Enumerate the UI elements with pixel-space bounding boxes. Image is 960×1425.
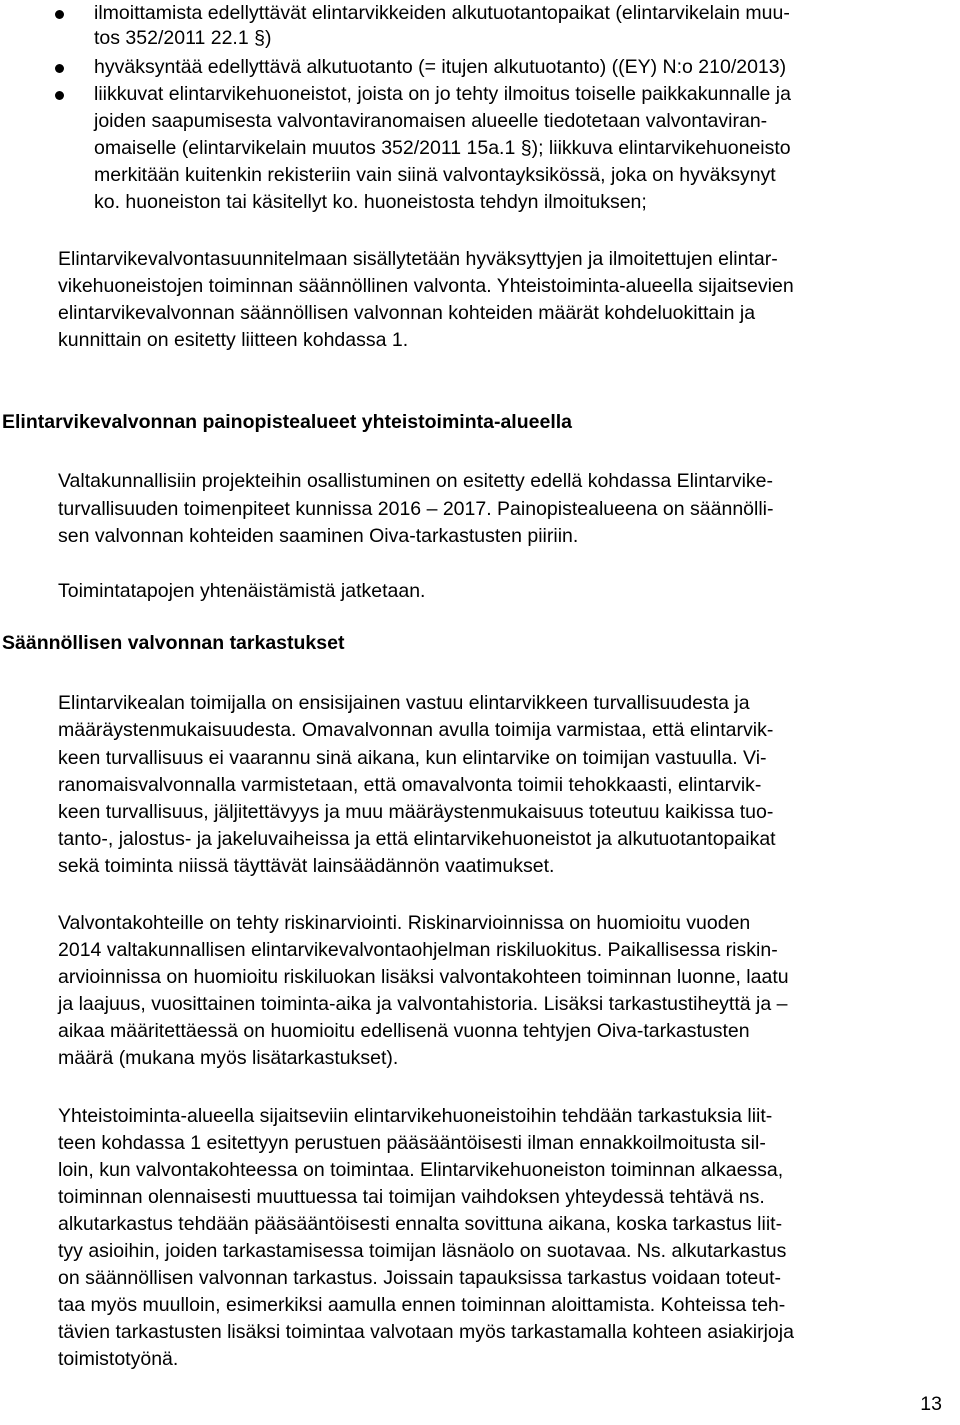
- text-line: sekä toiminta niissä täyttävät lainsäädännön vaatimukset.: [58, 855, 555, 877]
- bullet-icon: [55, 10, 64, 19]
- text-line: ja laajuus, vuosittainen toiminta-aika ja valvontahistoria. Lisäksi tarkastustiheyttä ja –: [58, 993, 788, 1015]
- text-line: loin, kun valvontakohteessa on toimintaa. Elintarvikehuoneiston toiminnan alkaessa,: [58, 1159, 784, 1181]
- text-line: on säännöllisen valvonnan tarkastus. Joissain tapauksissa tarkastus voidaan toteut-: [58, 1267, 782, 1289]
- section-heading: Elintarvikevalvonnan painopistealueet yhteistoiminta-alueella: [2, 411, 573, 433]
- page-number: 13: [920, 1393, 942, 1415]
- text-line: joiden saapumisesta valvontaviranomaisen alueelle tiedotetaan valvontaviran-: [94, 110, 768, 132]
- text-line: Valtakunnallisiin projekteihin osallistuminen on esitetty edellä kohdassa Elintarvike-: [58, 470, 774, 492]
- bullet-icon: [55, 91, 64, 100]
- bullet-icon: [55, 64, 64, 73]
- text-line: ranomaisvalvonnalla varmistetaan, että omavalvonta toimii tehokkaasti, elintarvik-: [58, 774, 762, 796]
- text-line: tyy asioihin, joiden tarkastamisessa toimijan läsnäolo on suotavaa. Ns. alkutarkastus: [58, 1240, 787, 1262]
- text-line: taa myös muulloin, esimerkiksi aamulla ennen toiminnan aloittamista. Kohteissa teh-: [58, 1294, 786, 1316]
- text-line: toimistotyönä.: [58, 1348, 179, 1370]
- text-line: tos 352/2011 22.1 §): [94, 27, 272, 49]
- text-line: liikkuvat elintarvikehuoneistot, joista on jo tehty ilmoitus toiselle paikkakunnalle ja: [94, 83, 791, 105]
- text-line: 2014 valtakunnallisen elintarvikevalvontaohjelman riskiluokitus. Paikallisessa riskin-: [58, 939, 778, 961]
- text-line: elintarvikevalvonnan säännöllisen valvonnan kohteiden määrät kohdeluokittain ja: [58, 302, 756, 324]
- text-line: tanto-, jalostus- ja jakeluvaiheissa ja että elintarvikehuoneistot ja alkutuotantopaikat: [58, 828, 776, 850]
- text-line: alkutarkastus tehdään pääsääntöisesti ennalta sovittuna aikana, koska tarkastus liit-: [58, 1213, 783, 1235]
- text-line: toiminnan olennaisesti muuttuessa tai toimijan vaihdoksen yhteydessä tehtävä ns.: [58, 1186, 765, 1208]
- text-line: kunnittain on esitetty liitteen kohdassa 1.: [58, 329, 409, 351]
- text-line: Valvontakohteille on tehty riskinarviointi. Riskinarvioinnissa on huomioitu vuoden: [58, 912, 751, 934]
- text-line: Elintarvikevalvontasuunnitelmaan sisällytetään hyväksyttyjen ja ilmoitettujen elintar-: [58, 248, 778, 270]
- text-line: sen valvonnan kohteiden saaminen Oiva-tarkastusten piiriin.: [58, 525, 579, 547]
- text-line: tävien tarkastusten lisäksi toimintaa valvotaan myös tarkastamalla kohteen asiakirjoja: [58, 1321, 794, 1343]
- text-line: ko. huoneiston tai käsitellyt ko. huoneistosta tehdyn ilmoituksen;: [94, 191, 647, 213]
- text-line: keen turvallisuus ei vaarannu sinä aikana, kun elintarvike on toimijan vastuulla. Vi-: [58, 747, 767, 769]
- text-line: merkitään kuitenkin rekisteriin vain siinä valvontayksikössä, joka on hyväksynyt: [94, 164, 776, 186]
- text-line: hyväksyntää edellyttävä alkutuotanto (= itujen alkutuotanto) ((EY) N:o 210/2013): [94, 56, 787, 78]
- text-line: keen turvallisuus, jäljitettävyys ja muu määräystenmukaisuus toteutuu kaikissa tuo-: [58, 801, 774, 823]
- text-line: vikehuoneistojen toiminnan säännöllinen valvonta. Yhteistoiminta-alueella sijaitsevien: [58, 275, 794, 297]
- text-line: Toimintatapojen yhtenäistämistä jatketaan.: [58, 580, 426, 602]
- text-line: arvioinnissa on huomioitu riskiluokan lisäksi valvontakohteen toiminnan luonne, laatu: [58, 966, 789, 988]
- text-line: määräystenmukaisuudesta. Omavalvonnan avulla toimija varmistaa, että elintarvik-: [58, 719, 774, 741]
- text-line: Yhteistoiminta-alueella sijaitseviin elintarvikehuoneistoihin tehdään tarkastuksia liit-: [58, 1105, 773, 1127]
- text-line: Elintarvikealan toimijalla on ensisijainen vastuu elintarvikkeen turvallisuudesta ja: [58, 692, 750, 714]
- text-line: ilmoittamista edellyttävät elintarvikkeiden alkutuotantopaikat (elintarvikelain muu-: [94, 2, 790, 24]
- text-line: omaiselle (elintarvikelain muutos 352/2011 15a.1 §); liikkuva elintarvikehuoneisto: [94, 137, 791, 159]
- text-line: aikaa määritettäessä on huomioitu edellisenä vuonna tehtyjen Oiva-tarkastusten: [58, 1020, 750, 1042]
- text-line: määrä (mukana myös lisätarkastukset).: [58, 1047, 399, 1069]
- section-heading: Säännöllisen valvonnan tarkastukset: [2, 632, 345, 654]
- text-line: turvallisuuden toimenpiteet kunnissa 2016 – 2017. Painopistealueena on säännölli-: [58, 498, 774, 520]
- text-line: teen kohdassa 1 esitettyyn perustuen pääsääntöisesti ilman ennakkoilmoitusta sil-: [58, 1132, 766, 1154]
